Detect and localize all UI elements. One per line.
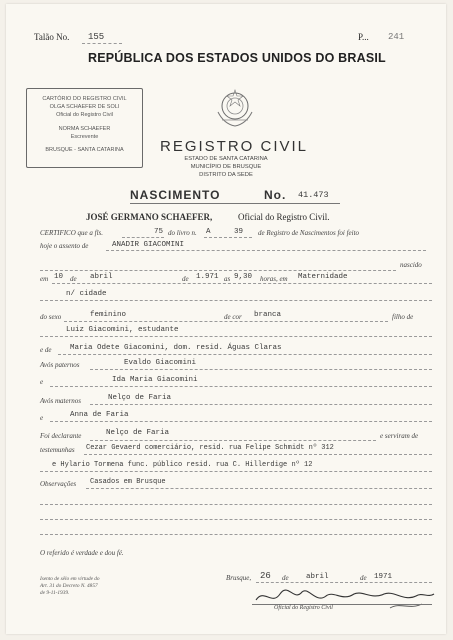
e-label: e — [40, 378, 44, 386]
witness-line-2 — [40, 471, 432, 472]
obs-line-4 — [40, 534, 432, 535]
observacoes-value: Casados em Brusque — [90, 478, 166, 486]
heading-underline — [130, 203, 340, 204]
registry-title: REGISTRO CIVIL — [160, 138, 309, 155]
fls-value: 75 — [154, 228, 164, 236]
talao-number: 155 — [88, 32, 105, 42]
birth-place-city: n/ cidade — [66, 290, 107, 298]
avos-maternos-label: Avós maternos — [40, 397, 82, 405]
cor-value: branca — [254, 311, 282, 319]
father-name: Luiz Giacomini, estudante — [66, 326, 179, 334]
declarante-label: Foi declarante — [40, 432, 82, 440]
footnote-line: de 9-11-1939. — [40, 590, 70, 596]
father-line — [40, 336, 432, 337]
pat-line-2 — [50, 386, 432, 387]
registry-municipality: MUNICÍPIO DE BRUSQUE — [190, 164, 262, 170]
e-de-label: e de — [40, 346, 52, 354]
signature-day: 26 — [260, 571, 271, 581]
date-line — [52, 283, 432, 284]
stamp-line: OLGA SCHAEFER DE SOLI — [49, 104, 120, 110]
nascido-text: nascido — [400, 261, 422, 269]
certificate-page — [6, 4, 446, 634]
talao-underline — [82, 43, 122, 44]
officer-title: Oficial do Registro Civil. — [238, 212, 330, 222]
mat-line-1 — [90, 404, 432, 405]
officer-footer: Oficial do Registro Civil — [274, 605, 333, 611]
witness-1: Cezar Gevaerd comerciário, resid. rua Felipe Schmidt nº 312 — [86, 444, 334, 452]
page-label: P... — [358, 32, 369, 42]
mother-name: Maria Odete Giacomini, dom. resid. Águas Claras — [70, 344, 282, 352]
birth-day: 10 — [54, 273, 64, 281]
declarante-name: Nelço de Faria — [106, 429, 170, 437]
signature-month: abril — [306, 573, 329, 581]
maternal-grandmother: Anna de Faria — [70, 411, 129, 419]
talao-label: Talão No. — [34, 32, 70, 42]
registry-state: ESTADO DE SANTA CATARINA — [184, 156, 268, 162]
birth-hour: 9,30 — [234, 273, 253, 281]
certifico-text: CERTIFICO que a fls. — [40, 229, 103, 237]
declarante-line — [90, 440, 376, 441]
de-label: de — [182, 275, 189, 283]
observacoes-label: Observações — [40, 480, 77, 488]
sexo-label: do sexo — [40, 313, 62, 321]
livro-number: 39 — [234, 228, 244, 236]
em-label: em — [40, 275, 49, 283]
stamp-line: NORMA SCHAEFER — [58, 126, 111, 132]
avos-paternos-label: Avós paternos — [40, 361, 80, 369]
birth-place: Maternidade — [298, 273, 348, 281]
page-number: 241 — [388, 32, 405, 42]
stamp-line: Oficial do Registro Civil — [56, 112, 113, 118]
signature-de: de — [282, 574, 289, 582]
closing-text: O referido é verdade e dou fé. — [40, 549, 124, 557]
sexo-value: feminino — [90, 311, 127, 319]
coat-of-arms-icon — [210, 86, 260, 130]
witness-2: e Hylario Tormena func. público resid. rua C. Hillerdige nº 12 — [52, 461, 313, 469]
paternal-grandmother: Ida Maria Giacomini — [112, 376, 198, 384]
e-label: e — [40, 414, 44, 422]
fls-line — [122, 237, 164, 238]
witness-line-1 — [84, 454, 432, 455]
stamp-line: Escrevente — [70, 134, 99, 140]
de-registro-text: de Registro de Nascimentos foi feito — [258, 229, 360, 237]
maternal-grandfather: Nelço de Faria — [108, 394, 172, 402]
signature-city: Brusque, — [226, 574, 252, 582]
certificate-number: 41.473 — [298, 190, 329, 200]
place-line — [40, 300, 432, 301]
birth-year: 1.971 — [196, 273, 219, 281]
number-label: No. — [264, 188, 287, 202]
horas-em-label: horas, em — [260, 275, 288, 283]
sexo-line — [64, 321, 388, 322]
pat-line-1 — [90, 369, 432, 370]
livro-letter: A — [206, 228, 211, 236]
footnote-line: Isento de sêlo em virtude do — [40, 576, 100, 582]
mother-line — [58, 354, 432, 355]
signature-year: 1971 — [374, 573, 393, 581]
notary-stamp — [26, 88, 143, 168]
registrant-name: ANADIR GIACOMINI — [112, 241, 185, 249]
officer-name: JOSÉ GERMANO SCHAEFER, — [86, 212, 213, 222]
paternal-grandfather: Evaldo Giacomini — [124, 359, 197, 367]
registry-district: DISTRITO DA SEDE — [199, 172, 253, 178]
testemunhas-label: testemunhas — [40, 446, 75, 454]
nascimento-heading: NASCIMENTO — [130, 188, 221, 202]
mat-line-2 — [50, 421, 432, 422]
do-livro-text: do livro n. — [168, 229, 197, 237]
obs-line-1 — [86, 488, 432, 489]
hoje-text: hoje o assento de — [40, 242, 89, 250]
birth-month: abril — [90, 273, 113, 281]
stamp-line: BRUSQUE - SANTA CATARINA — [45, 147, 124, 153]
republic-title: REPÚBLICA DOS ESTADOS UNIDOS DO BRASIL — [88, 51, 386, 65]
livro-line — [204, 237, 252, 238]
stamp-line: CARTÓRIO DO REGISTRO CIVIL — [42, 96, 127, 102]
name-line — [106, 250, 426, 251]
de-label: de — [70, 275, 77, 283]
blank-line — [40, 270, 396, 271]
obs-line-3 — [40, 519, 432, 520]
as-label: as — [224, 275, 231, 283]
signature-de: de — [360, 574, 367, 582]
filho-label: filho de — [392, 313, 414, 321]
cor-label: de cor — [224, 313, 242, 321]
serviram-text: e serviram de — [380, 432, 419, 440]
obs-line-2 — [40, 504, 432, 505]
footnote-line: Art. 31 do Decreto N. 4857 — [40, 583, 98, 589]
